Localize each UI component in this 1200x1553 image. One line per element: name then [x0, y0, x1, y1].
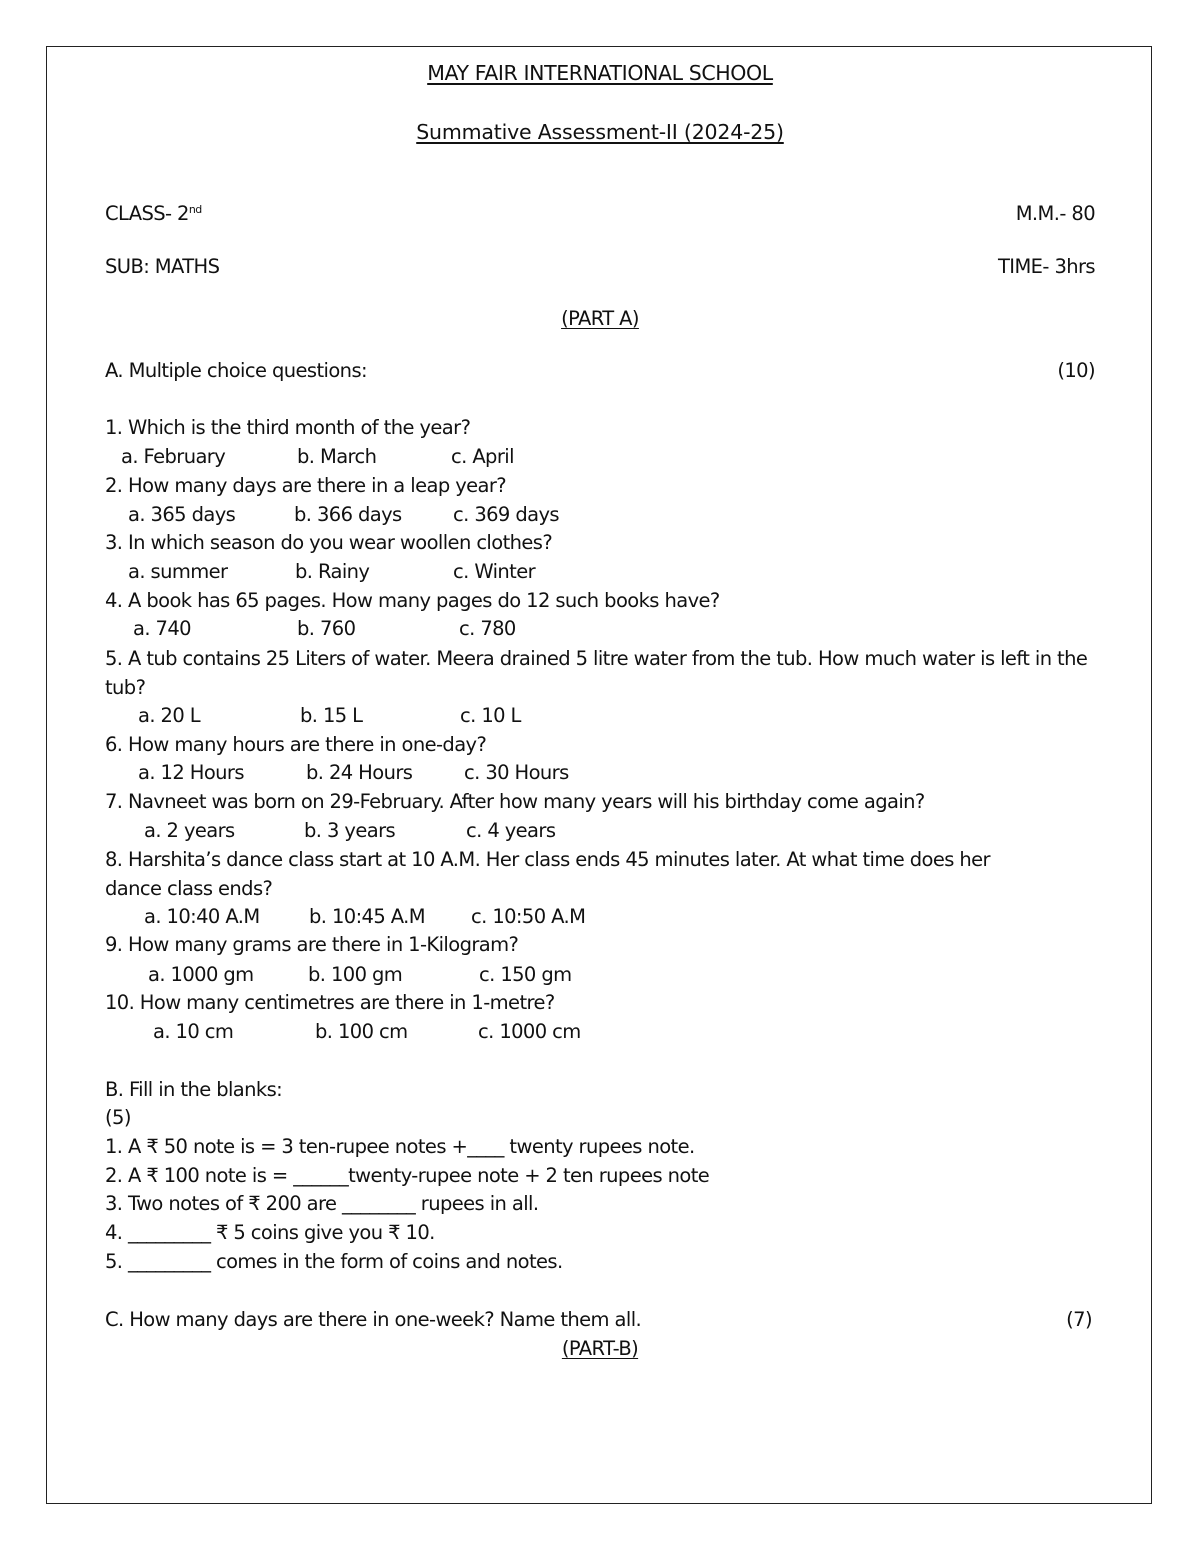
q5-option-c: c. 10 L — [460, 704, 521, 727]
class-label: CLASS- 2nd — [105, 202, 202, 225]
section-b-title: B. Fill in the blanks: — [105, 1078, 283, 1101]
subject-label: SUB: MATHS — [105, 255, 220, 278]
q9-option-a: a. 1000 gm — [148, 963, 254, 986]
q10-option-a: a. 10 cm — [153, 1020, 234, 1043]
question-2: 2. How many days are there in a leap year? — [105, 474, 507, 497]
q7-option-c: c. 4 years — [466, 819, 556, 842]
question-7: 7. Navneet was born on 29-February. After how many years will his birthday come again? — [105, 790, 925, 813]
q1-option-b: b. March — [297, 445, 377, 468]
q4-option-a: a. 740 — [133, 617, 191, 640]
q2-option-b: b. 366 days — [294, 503, 402, 526]
q9-option-c: c. 150 gm — [479, 963, 572, 986]
q2-option-a: a. 365 days — [128, 503, 236, 526]
school-name: MAY FAIR INTERNATIONAL SCHOOL — [427, 61, 773, 85]
question-10: 10. How many centimetres are there in 1-metre? — [105, 991, 555, 1014]
q1-option-c: c. April — [451, 445, 514, 468]
q7-option-b: b. 3 years — [304, 819, 396, 842]
section-c-marks: (7) — [1066, 1308, 1092, 1331]
question-3: 3. In which season do you wear woollen clothes? — [105, 531, 553, 554]
section-a-marks: (10) — [1057, 359, 1095, 382]
q5-option-a: a. 20 L — [138, 704, 201, 727]
q1-option-a: a. February — [121, 445, 226, 468]
q3-option-b: b. Rainy — [295, 560, 370, 583]
section-a-title: A. Multiple choice questions: — [105, 359, 367, 382]
q6-option-c: c. 30 Hours — [464, 761, 569, 784]
q10-option-b: b. 100 cm — [315, 1020, 408, 1043]
question-4: 4. A book has 65 pages. How many pages do 12 such books have? — [105, 589, 720, 612]
question-9: 9. How many grams are there in 1-Kilogram? — [105, 933, 519, 956]
q4-option-b: b. 760 — [297, 617, 356, 640]
q7-option-a: a. 2 years — [144, 819, 235, 842]
fill-blank-5: 5. _________ comes in the form of coins and notes. — [105, 1250, 563, 1273]
q3-option-c: c. Winter — [453, 560, 536, 583]
q6-option-b: b. 24 Hours — [306, 761, 413, 784]
q8-option-c: c. 10:50 A.M — [471, 905, 586, 928]
part-a-title: (PART A) — [561, 307, 639, 330]
time-label: TIME- 3hrs — [998, 255, 1095, 278]
fill-blank-2: 2. A ₹ 100 note is = ______twenty-rupee note + 2 ten rupees note — [105, 1164, 710, 1187]
fill-blank-3: 3. Two notes of ₹ 200 are ________ rupees in all. — [105, 1192, 539, 1215]
section-c-title: C. How many days are there in one-week? Name them all. — [105, 1308, 642, 1331]
q9-option-b: b. 100 gm — [308, 963, 403, 986]
q4-option-c: c. 780 — [459, 617, 516, 640]
q6-option-a: a. 12 Hours — [138, 761, 244, 784]
q5-option-b: b. 15 L — [300, 704, 363, 727]
q10-option-c: c. 1000 cm — [478, 1020, 581, 1043]
question-5: 5. A tub contains 25 Liters of water. Meera drained 5 litre water from the tub. How much water is left in the tub? — [105, 647, 1088, 699]
fill-blank-4: 4. _________ ₹ 5 coins give you ₹ 10. — [105, 1221, 435, 1244]
question-8: 8. Harshita’s dance class start at 10 A.M. Her class ends 45 minutes later. At what time does her dance class ends? — [105, 848, 990, 900]
fill-blank-1: 1. A ₹ 50 note is = 3 ten-rupee notes +____ twenty rupees note. — [105, 1135, 695, 1158]
q8-option-a: a. 10:40 A.M — [144, 905, 260, 928]
question-6: 6. How many hours are there in one-day? — [105, 733, 487, 756]
section-b-marks: (5) — [105, 1106, 131, 1129]
q3-option-a: a. summer — [128, 560, 228, 583]
q8-option-b: b. 10:45 A.M — [309, 905, 425, 928]
q2-option-c: c. 369 days — [453, 503, 559, 526]
question-1: 1. Which is the third month of the year? — [105, 416, 471, 439]
max-marks: M.M.- 80 — [1015, 202, 1095, 225]
class-superscript: nd — [188, 203, 202, 216]
assessment-title: Summative Assessment-II (2024-25) — [416, 120, 784, 144]
part-b-title: (PART-B) — [561, 1337, 639, 1360]
